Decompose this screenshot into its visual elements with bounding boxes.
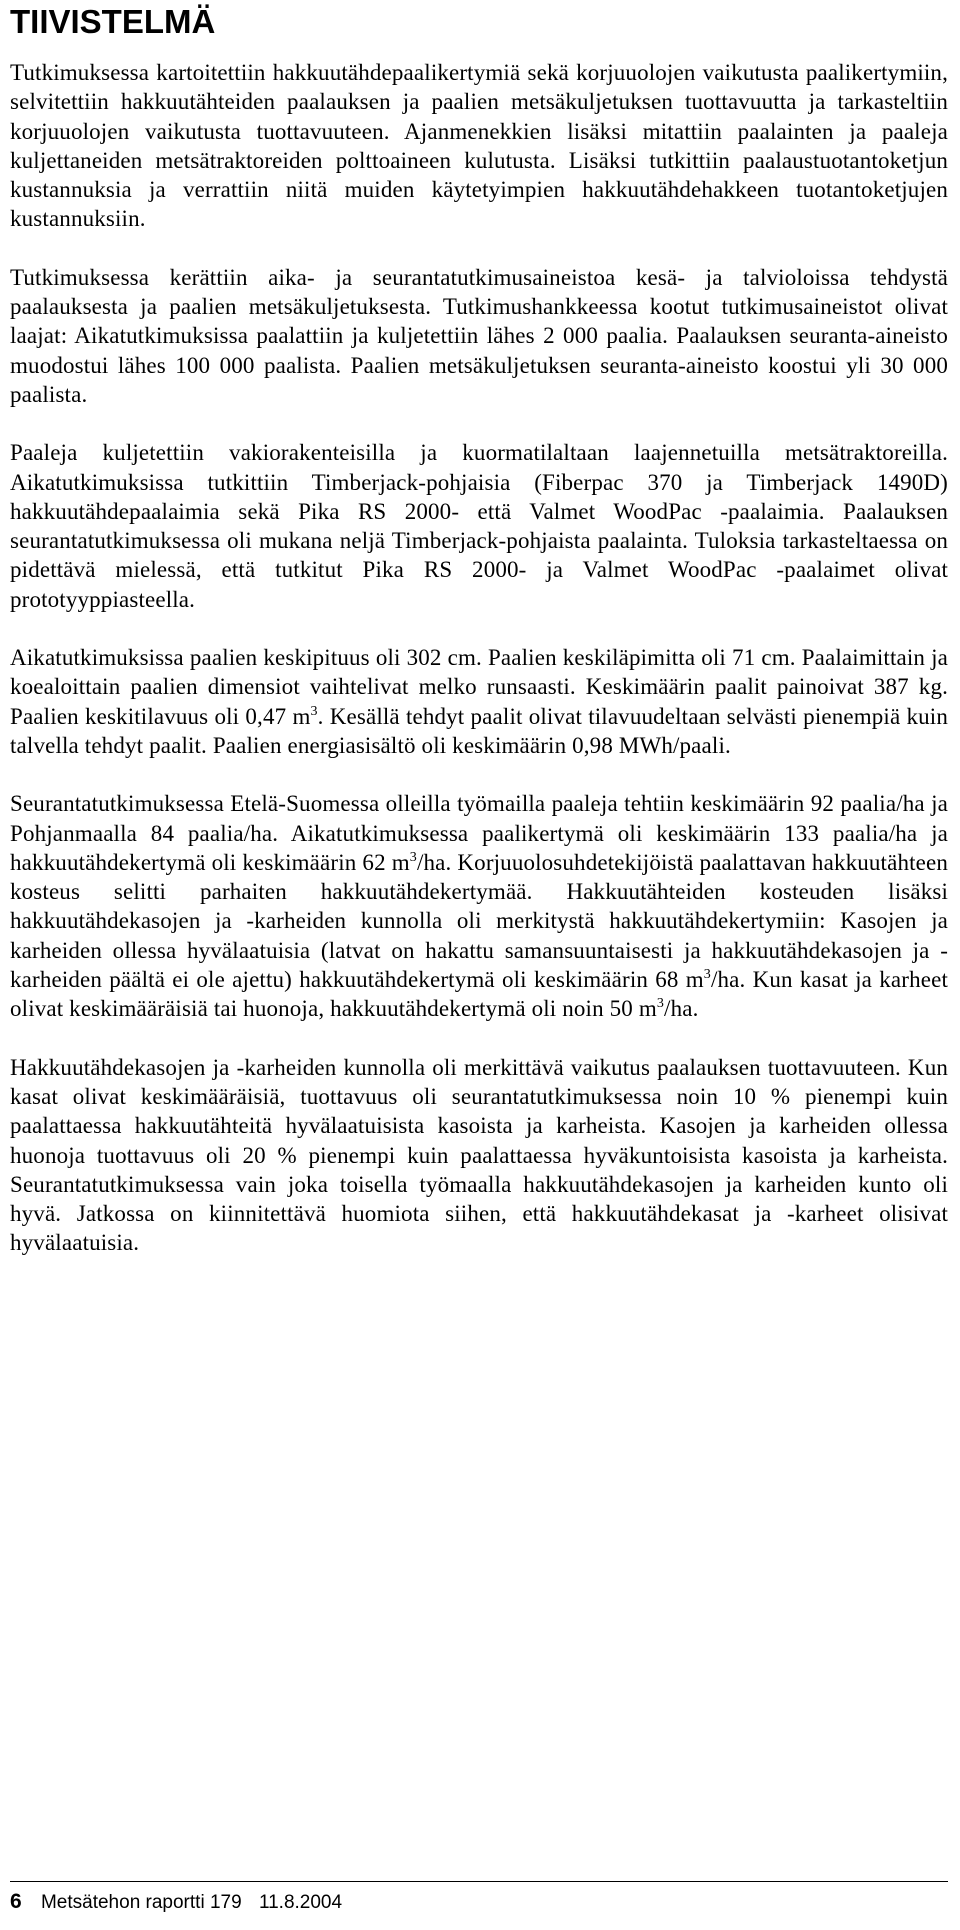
paragraph-text: /ha. xyxy=(664,996,699,1022)
paragraph-text: Paaleja kuljetettiin vakiorakenteisilla ja kuormatilaltaan laajennetuilla metsätraktoreilla. Aikatutkimuksissa tutkittiin Timberjack-pohjaisia (Fiberpac 370 ja Timberjack 1490D) hakkuutähdepaalaimia sekä Pika RS 2000- että Valmet WoodPac -paalaimia. Paalauksen seurantatutkimuksessa oli mukana neljä Timberjack-pohjaista paalainta. Tuloksia tarkasteltaessa on pidettävä mielessä, että tutkitut Pika RS 2000- ja Valmet WoodPac -paalaimet olivat prototyyppiasteella. xyxy=(10,440,948,612)
superscript: 3 xyxy=(409,849,417,865)
paragraph-text: Tutkimuksessa kartoitettiin hakkuutähdepaalikertymiä sekä korjuuolojen vaikutusta paalikertymiin, selvitettiin hakkuutähteiden paalauksen ja paalien metsäkuljetuksen tuottavuutta ja tarkasteltiin korjuuolojen vaikutusta tuottavuuteen. Ajanmenekkien lisäksi mitattiin paalainten ja paaleja kuljettaneiden metsätraktoreiden polttoaineen kulutusta. Lisäksi tutkittiin paalaustuotantoketjun kustannuksia ja verrattiin niitä muiden käytetyimpien hakkuutähdehakkeen tuotantoketjujen kustannuksiin. xyxy=(10,60,948,232)
paragraph-text: Tutkimuksessa kerättiin aika- ja seurantatutkimusaineistoa kesä- ja talvioloissa tehdystä paalauksesta ja paalien metsäkuljetuksesta. Tutkimushankkeessa kootut tutkimusaineistot olivat laajat: Aikatutkimuksissa paalattiin ja kuljetettiin lähes 2 000 paalia. Paalauksen seuranta-aineisto muodostui lähes 100 000 paalista. Paalien metsäkuljetuksen seuranta-aineisto koostui yli 30 000 paalista. xyxy=(10,264,948,407)
paragraph-text: /ha. Korjuuolosuhdetekijöistä paalattavan hakkuutähteen kosteus selitti parhaiten hakkuutähdekertymää. Hakkuutähteiden kosteuden lisäksi hakkuutähdekasojen ja -karheiden kunnolla oli merkitystä hakkuutähdekertymiin: Kasojen ja karheiden ollessa hyvälaatuisia (latvat on hakattu samansuuntaisesti ja hakkuutähdekasojen ja -karheiden päältä ei ole ajettu) hakkuutähdekertymä oli keskimäärin 68 m xyxy=(10,849,948,993)
superscript: 3 xyxy=(703,967,711,983)
report-title: Metsätehon raportti 179 xyxy=(40,1892,242,1913)
summary-body xyxy=(10,58,948,1287)
paragraph-text: . Kesällä tehdyt paalit olivat tilavuudeltaan selvästi pienempiä kuin talvella tehdyt paalit. Paalien energiasisältö oli keskimäärin 0,98 MWh/paali. xyxy=(10,703,948,758)
paragraph-text: Seurantatutkimuksessa Etelä-Suomessa olleilla työmailla paaleja tehtiin keskimäärin 92 paalia/ha ja Pohjanmaalla 84 paalia/ha. Aikatutkimuksessa paalikertymä oli keskimäärin 133 paalia/ha ja hakkuutähdekertymä oli keskimäärin 62 m xyxy=(10,791,948,875)
paragraph-text: Aikatutkimuksissa paalien keskipituus oli 302 cm. Paalien keskiläpimitta oli 71 cm. Paalaimittain ja koealoittain paalien dimensiot vaihtelivat melko runsaasti. Keskimäärin paalit painoivat 387 kg. Paalien keskitilavuus oli 0,47 m xyxy=(10,645,948,729)
report-date: 11.8.2004 xyxy=(258,1892,343,1913)
page-footer xyxy=(10,1888,342,1917)
paragraph-p6 xyxy=(10,1053,948,1258)
paragraph-p5 xyxy=(10,789,948,1023)
page-number: 6 xyxy=(10,1890,22,1913)
paragraph-text: Hakkuutähdekasojen ja -karheiden kunnolla oli merkittävä vaikutus paalauksen tuottavuuteen. Kun kasat olivat keskimääräisiä, tuottavuus oli seurantatutkimuksessa noin 10 % pienempi kuin paalattaessa hakkuutähteitä hyvälaatuisista kasoista ja karheista. Kasojen ja karheiden ollessa huonoja tuottavuus oli 20 % pienempi kuin paalattaessa hyväkuntoisista kasoista ja karheista. Seurantatutkimuksessa vain joka toisella työmaalla hakkuutähdekasojen ja karheiden kunto oli hyvä. Jatkossa on kiinnitettävä huomiota siihen, että hakkuutähdekasat ja -karheet olisivat hyvälaatuisia. xyxy=(10,1054,948,1256)
paragraph-p1 xyxy=(10,58,948,234)
paragraph-p3 xyxy=(10,438,948,614)
footer-divider xyxy=(10,1881,948,1882)
paragraph-p2 xyxy=(10,263,948,409)
superscript: 3 xyxy=(656,996,665,1012)
page-heading: TIIVISTELMÄ xyxy=(10,3,216,40)
paragraph-text: /ha. Kun kasat ja karheet olivat keskimääräisiä tai huonoja, hakkuutähdekertymä oli noin 50 m xyxy=(10,967,948,1022)
superscript: 3 xyxy=(310,703,318,719)
paragraph-p4 xyxy=(10,643,948,760)
